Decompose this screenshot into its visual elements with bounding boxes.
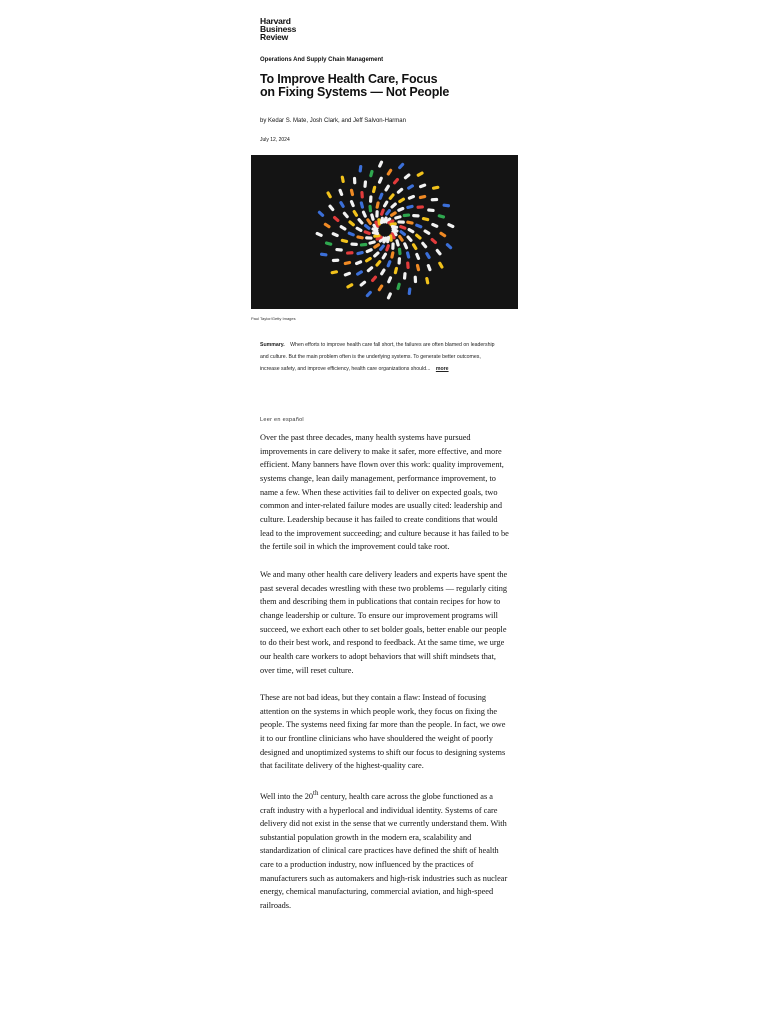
pill-shape (320, 252, 328, 256)
hero-image (251, 155, 518, 309)
pill-shape (359, 280, 367, 287)
pill-shape (355, 260, 363, 266)
pill-shape (403, 173, 411, 180)
pill-shape (377, 176, 383, 184)
pill-shape (406, 235, 413, 243)
pill-shape (347, 231, 355, 237)
pill-shape (406, 184, 414, 191)
pill-shape (315, 231, 323, 237)
pill-shape (425, 277, 430, 285)
pill-shape (325, 241, 333, 246)
pill-shape (330, 270, 338, 275)
pill-shape (335, 248, 343, 252)
pill-shape (421, 241, 428, 249)
article-title: To Improve Health Care, Focus on Fixing Systems — Not People (260, 72, 450, 99)
pill-shape (363, 180, 367, 188)
pill-shape (397, 162, 404, 170)
pill-shape (416, 205, 424, 209)
pill-shape (380, 268, 387, 276)
logo-line: Review (260, 32, 289, 42)
pill-shape (332, 259, 340, 263)
pill-shape (343, 261, 351, 266)
pill-shape (427, 208, 435, 212)
body-paragraph (260, 787, 510, 913)
pill-shape (380, 208, 386, 216)
pill-shape (346, 251, 354, 255)
pill-shape (399, 225, 407, 231)
article-summary (260, 339, 500, 376)
pill-shape (419, 183, 427, 189)
paragraph-text: Well into the 20 (260, 791, 314, 801)
pill-shape (339, 200, 346, 208)
pill-shape (355, 270, 363, 277)
pill-shape (395, 239, 400, 247)
author-links[interactable]: Kedar S. Mate, Josh Clark, and Jeff Salvon-Harman (268, 118, 406, 124)
pill-shape (393, 267, 398, 275)
pill-shape (384, 184, 391, 192)
pill-shape (414, 233, 422, 240)
pill-shape (365, 290, 372, 298)
pill-shape (412, 214, 420, 218)
pill-shape (426, 264, 432, 272)
pill-shape (445, 242, 453, 249)
pill-shape (348, 220, 356, 227)
pill-shape (442, 203, 450, 207)
pill-shape (390, 251, 395, 259)
pill-shape (355, 226, 363, 233)
pill-shape (332, 215, 340, 222)
pill-shape (369, 195, 373, 203)
body-paragraph: These are not bad ideas, but they contain a flaw: Instead of focusing attention on the systems in which people work, they focus on fixing the people. The systems need fixing far more than the people. In fact, we owe it to our frontline clinicians who have shouldered the weight of poorly designed and unoptimized systems to shift our focus to designing systems that facilitate delivery of the highest-quality care. (260, 693, 506, 771)
pill-shape (406, 220, 414, 225)
pill-shape (370, 275, 377, 283)
pill-shape (437, 214, 445, 219)
pill-shape (364, 256, 372, 263)
pill-shape (403, 213, 411, 217)
pill-shape (339, 225, 347, 232)
pill-shape (356, 235, 364, 240)
pill-shape (343, 271, 351, 277)
pill-shape (431, 198, 439, 202)
pill-shape (386, 260, 392, 268)
pill-shape (359, 201, 364, 209)
pill-shape (368, 240, 376, 245)
pill-shape (356, 251, 364, 256)
pill-shape (350, 188, 355, 196)
pill-shape (365, 248, 373, 254)
pill-shape (342, 211, 349, 219)
pill-shape (375, 259, 382, 267)
pill-shape (397, 257, 401, 265)
pill-shape (416, 171, 424, 177)
pill-shape (391, 242, 395, 250)
body-paragraph: We and many other health care delivery leaders and experts have spent the past several decades wrestling with these two problems — regularly citing them and describing them in publications that contain recipes for how to change leadership or culture. To ensure our improvement programs will succeed, we exhort each other to set bolder goals, better enable our people to do their best work, and respond to feedback. At the same time, we urge our health care workers to adopt behaviors that will shift mindsets that, over time, will reset culture. (260, 569, 508, 675)
pill-shape (360, 191, 364, 199)
pill-shape (407, 227, 415, 234)
section-link[interactable]: Operations And Supply Chain Management (260, 57, 384, 63)
pill-shape (392, 177, 399, 185)
pill-shape (387, 276, 393, 284)
pill-shape (357, 217, 364, 225)
pill-shape (398, 197, 406, 204)
publish-date: July 12, 2024 (260, 137, 290, 143)
pill-shape (372, 185, 377, 193)
body-paragraph: Over the past three decades, many health systems have pursued improvements in care delivery to make it safer, more effective, and more efficient. Many banners have flown over this work: quality improvement, systems change, lean daily management, performance improvement, to name a few. When these activities fail to deliver on expected goals, two common and inter-related failure modes are usually cited: leadership and culture. Leadership because it has failed to create conditions that would lead to the improvement succeeding; and culture because it has failed to be the fertile soil in which the improvement could take root. (260, 433, 509, 552)
superscript: th (313, 790, 319, 798)
pill-shape (403, 272, 407, 280)
pill-shape (388, 193, 395, 201)
pill-shape (360, 243, 368, 247)
logo-line: Business (260, 24, 297, 34)
pill-shape (438, 261, 444, 269)
pill-shape (378, 160, 384, 168)
pill-shape (352, 209, 359, 217)
pill-shape (368, 205, 372, 213)
pill-shape (366, 266, 374, 273)
pill-shape (407, 194, 415, 200)
pill-shape (415, 252, 421, 260)
pill-shape (435, 248, 442, 256)
article-body (260, 431, 510, 927)
pill-shape (323, 222, 331, 229)
pill-shape (419, 195, 427, 200)
pill-shape (406, 261, 410, 269)
pill-shape (403, 242, 409, 250)
pill-shape (431, 222, 439, 228)
pill-shape (439, 231, 447, 238)
pill-shape (394, 215, 402, 220)
pill-shape (378, 192, 384, 200)
pill-shape (353, 177, 357, 185)
pill-shape (390, 202, 398, 209)
pill-shape (326, 191, 332, 199)
pill-shape (411, 243, 418, 251)
pill-shape (406, 251, 411, 259)
pill-shape (365, 236, 373, 240)
pill-shape (369, 170, 374, 178)
pill-shape (398, 248, 402, 256)
pill-shape (328, 204, 335, 212)
pill-shape (377, 284, 384, 292)
summary-text: When efforts to improve health care fall short, the failures are often blamed on leadership and culture. But the main problem often is the underlying systems. To generate better outcomes, increase safety, and improve efficiency, health care organizations should... (260, 342, 495, 373)
pill-shape (397, 206, 405, 212)
summary-more-button[interactable]: more (435, 366, 449, 373)
pill-shape (338, 188, 344, 196)
pill-shape (432, 185, 440, 190)
image-credit: Paul Taylor/Getty Images (251, 316, 296, 321)
pill-shape (381, 252, 388, 260)
byline (260, 118, 406, 124)
paragraph-text: century, health care across the globe functioned as a craft industry with a hyperlocal and individual identity. Systems of care delivery did not exist in the sense that we currently understand them. With substantial population growth in the modern era, scalability and standardization of clinical care practices have defined the shift of health care to a production industry, now influenced by the practices of manufacturers such as automakers and high-risk industries such as nuclear energy, chemical manufacturing, commercial aviation, and high-speed railroads. (260, 791, 508, 911)
pill-spiral-image (251, 155, 518, 309)
pill-shape (447, 223, 455, 229)
pill-shape (407, 287, 411, 295)
pill-shape (340, 238, 348, 243)
pill-shape (361, 210, 367, 218)
pill-shape (331, 232, 339, 238)
hbr-logo[interactable] (260, 17, 296, 41)
byline-prefix: by (260, 118, 267, 124)
pill-shape (363, 230, 371, 236)
pill-shape (386, 168, 393, 176)
spanish-version-link[interactable]: Leer en español (260, 417, 304, 423)
pill-shape (349, 200, 355, 208)
pill-shape (396, 282, 401, 290)
pill-shape (414, 276, 418, 284)
pill-shape (375, 201, 380, 209)
pill-shape (397, 220, 405, 224)
pill-shape (386, 292, 392, 300)
pill-shape (370, 213, 375, 221)
pill-shape (425, 251, 432, 259)
pill-shape (372, 251, 380, 258)
summary-label: Summary. (260, 342, 285, 348)
pill-shape (358, 165, 362, 173)
pill-shape (396, 187, 404, 194)
pill-shape (422, 217, 430, 222)
logo-line: Harvard (260, 16, 291, 26)
pill-shape (350, 242, 358, 246)
pill-shape (375, 210, 379, 218)
pill-shape (416, 264, 421, 272)
pill-shape (415, 223, 423, 229)
pill-shape (346, 283, 354, 289)
pill-shape (340, 175, 345, 183)
pill-shape (430, 237, 438, 244)
pill-shape (317, 210, 325, 217)
pill-shape (382, 200, 389, 208)
pill-shape (406, 204, 414, 209)
pill-shape (423, 229, 431, 236)
pill-shape (385, 244, 391, 252)
